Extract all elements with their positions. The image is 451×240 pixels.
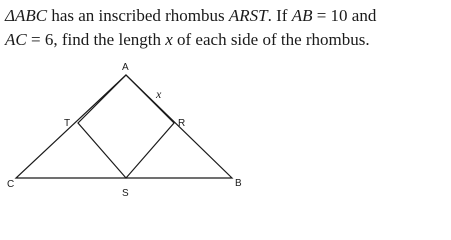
segment-ac: AC	[5, 30, 27, 49]
label-a: A	[122, 62, 129, 73]
label-t: T	[64, 118, 71, 129]
label-x: x	[156, 87, 162, 101]
label-b: B	[235, 178, 242, 189]
problem-text: has an inscribed rhombus	[47, 6, 229, 25]
variable-x: x	[165, 30, 173, 49]
label-r: R	[178, 118, 186, 129]
problem-text: = 6, find the length	[26, 30, 166, 49]
problem-text: . If	[267, 6, 292, 25]
triangle-name: ΔABC	[5, 6, 48, 25]
label-c: C	[7, 179, 15, 190]
label-s: S	[122, 188, 129, 199]
triangle-abc	[16, 75, 232, 178]
segment-ab: AB	[291, 6, 313, 25]
problem-text: of each side of the rhombus.	[172, 30, 370, 49]
problem-text: = 10 and	[312, 6, 377, 25]
rhombus-name: ARST	[228, 6, 268, 25]
